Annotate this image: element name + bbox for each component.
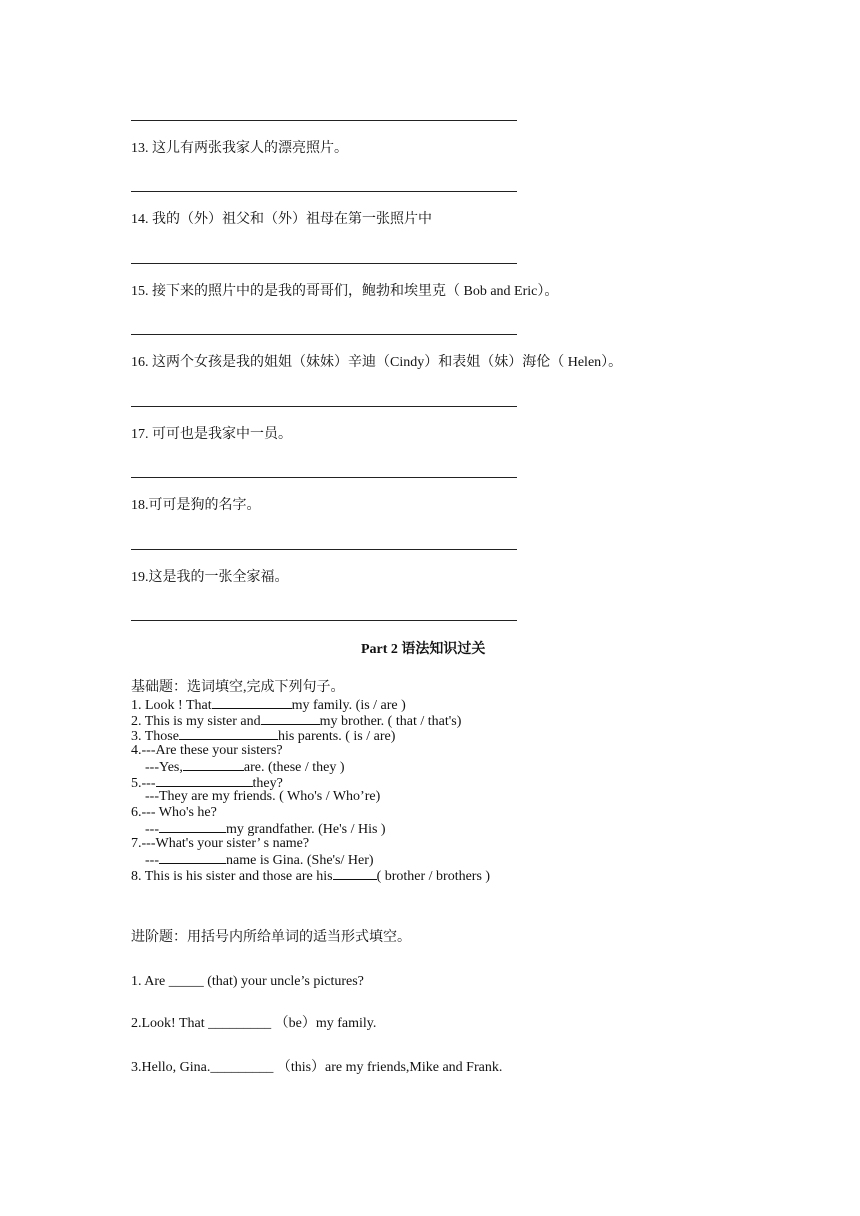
q3-blank[interactable] <box>179 727 278 740</box>
basic-q8 <box>131 867 490 885</box>
basic-q5-reply: ---They are my friends. ( Who's / Who’re) <box>145 789 381 804</box>
q5-blank[interactable] <box>156 774 253 787</box>
q4-reply-b: are. (these / they ) <box>243 760 345 775</box>
q3-text-b: his parents. ( is / are) <box>277 729 396 744</box>
q2-blank[interactable] <box>261 712 320 725</box>
translation-item-14: 14. 我的（外）祖父和（外）祖母在第一张照片中 <box>131 212 432 227</box>
translation-item-13: 13. 这儿有两张我家人的漂亮照片。 <box>131 141 348 156</box>
advanced-q3: 3.Hello, Gina._________ （this）are my friends,Mike and Frank. <box>131 1060 503 1075</box>
q5-text-b: they? <box>252 776 283 791</box>
answer-line <box>131 549 517 550</box>
q8-text-b: ( brother / brothers ) <box>376 869 491 884</box>
answer-line <box>131 191 517 192</box>
basic-q7: 7.---What's your sister’ s name? <box>131 836 310 851</box>
q2-text-b: my brother. ( that / that's) <box>319 714 462 729</box>
answer-line <box>131 120 517 121</box>
answer-line <box>131 620 517 621</box>
translation-item-17: 17. 可可也是我家中一员。 <box>131 427 292 442</box>
basic-q6: 6.--- Who's he? <box>131 805 217 820</box>
q6-blank[interactable] <box>159 820 226 833</box>
q7-reply-a: --- <box>145 853 159 868</box>
basic-heading: 基础题：选词填空,完成下列句子。 <box>131 680 345 695</box>
answer-line <box>131 406 517 407</box>
q6-reply-a: --- <box>145 822 159 837</box>
basic-q4: 4.---Are these your sisters? <box>131 743 283 758</box>
answer-line <box>131 263 517 264</box>
q1-text-a: 1. Look ! That <box>131 698 212 713</box>
q8-blank[interactable] <box>333 867 377 880</box>
advanced-heading: 进阶题：用括号内所给单词的适当形式填空。 <box>131 930 411 945</box>
section-title: Part 2 语法知识过关 <box>361 642 486 657</box>
answer-line <box>131 334 517 335</box>
q7-reply-b: name is Gina. (She's/ Her) <box>226 853 374 868</box>
advanced-q2: 2.Look! That _________ （be）my family. <box>131 1016 377 1031</box>
q4-reply-a: ---Yes, <box>145 760 183 775</box>
q2-text-a: 2. This is my sister and <box>131 714 261 729</box>
q6-reply-b: my grandfather. (He's / His ) <box>226 822 386 837</box>
q3-text-a: 3. Those <box>131 729 179 744</box>
q8-text-a: 8. This is his sister and those are his <box>131 869 333 884</box>
translation-item-16: 16. 这两个女孩是我的姐姐（妹妹）辛迪（Cindy）和表姐（妹）海伦（ Helen）。 <box>131 355 623 370</box>
answer-line <box>131 477 517 478</box>
advanced-q1: 1. Are _____ (that) your uncle’s pictures? <box>131 974 364 989</box>
q1-blank[interactable] <box>212 696 292 709</box>
q1-text-b: my family. (is / are ) <box>291 698 406 713</box>
q5-text-a: 5.--- <box>131 776 156 791</box>
q7-blank[interactable] <box>159 851 226 864</box>
translation-item-18: 18.可可是狗的名字。 <box>131 498 261 513</box>
translation-item-19: 19.这是我的一张全家福。 <box>131 570 289 585</box>
translation-item-15: 15. 接下来的照片中的是我的哥哥们，鲍勃和埃里克（ Bob and Eric）。 <box>131 284 559 299</box>
q4-blank[interactable] <box>183 758 244 771</box>
